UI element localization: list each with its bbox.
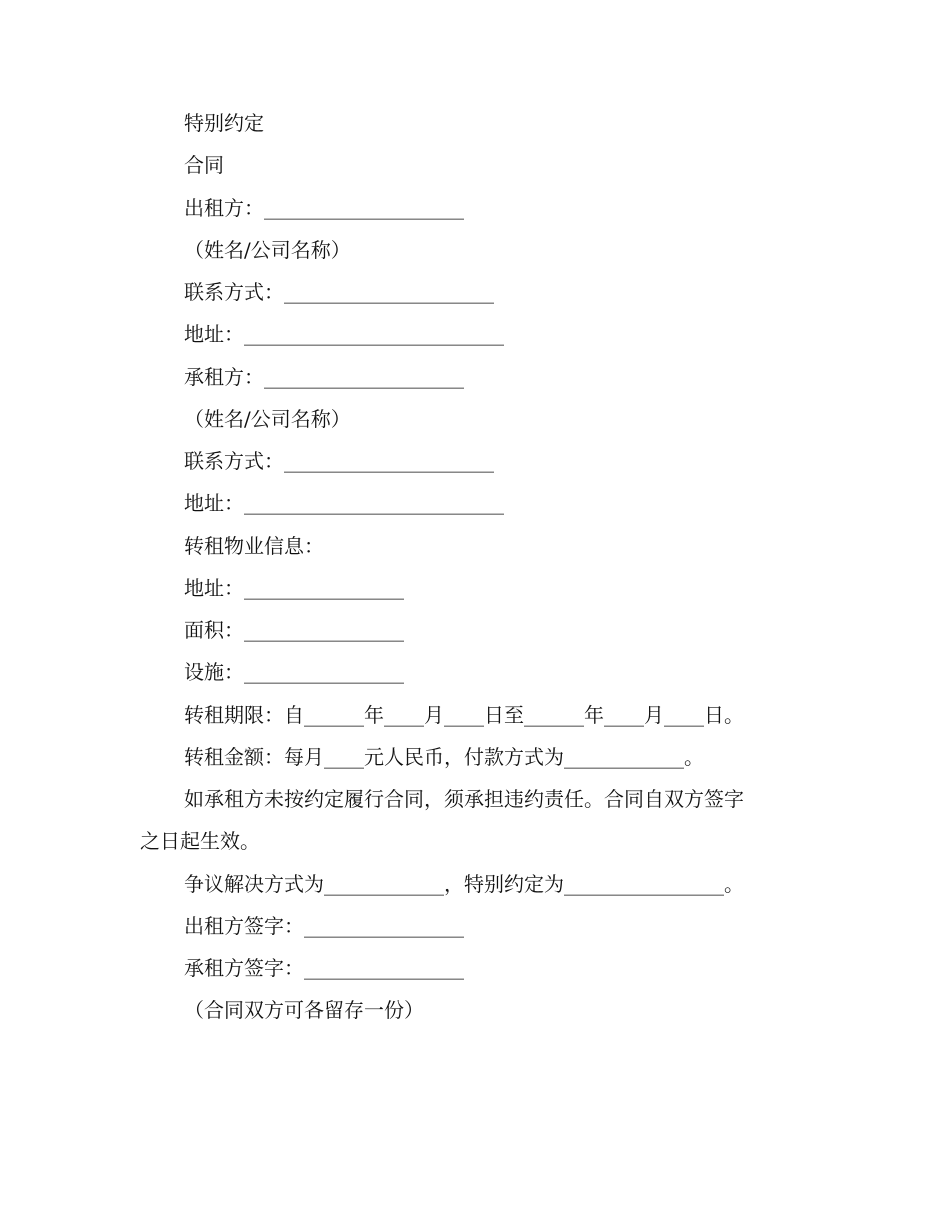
property-facilities-field: 设施：________________ (184, 660, 404, 684)
breach-clause-continued: 之日起生效。 (140, 829, 260, 853)
breach-clause: 如承租方未按约定履行合同，须承担违约责任。合同自双方签字 (184, 787, 744, 811)
property-info-heading: 转租物业信息： (184, 534, 324, 558)
copies-note: （合同双方可各留存一份） (184, 998, 424, 1022)
sublease-amount-field: 转租金额：每月____元人民币，付款方式为____________。 (184, 745, 704, 769)
lessee-signature-field: 承租方签字：________________ (184, 956, 464, 980)
lessee-field: 承租方：____________________ (184, 365, 464, 389)
lessor-name-note: （姓名/公司名称） (184, 238, 351, 262)
property-address-field: 地址：________________ (184, 576, 404, 600)
lessor-address-field: 地址：__________________________ (184, 322, 504, 346)
sublease-term-field: 转租期限：自______年____月____日至______年____月____日。 (184, 703, 744, 727)
lessee-name-note: （姓名/公司名称） (184, 407, 351, 431)
property-area-field: 面积：________________ (184, 618, 404, 642)
doc-heading-contract: 合同 (184, 153, 224, 177)
lessee-contact-field: 联系方式：_____________________ (184, 449, 494, 473)
lessee-address-field: 地址：__________________________ (184, 491, 504, 515)
dispute-clause: 争议解决方式为____________，特别约定为________________。 (184, 872, 744, 896)
lessor-signature-field: 出租方签字：________________ (184, 914, 464, 938)
lessor-contact-field: 联系方式：_____________________ (184, 280, 494, 304)
doc-heading-special-agreement: 特别约定 (184, 111, 264, 135)
lessor-field: 出租方：____________________ (184, 196, 464, 220)
